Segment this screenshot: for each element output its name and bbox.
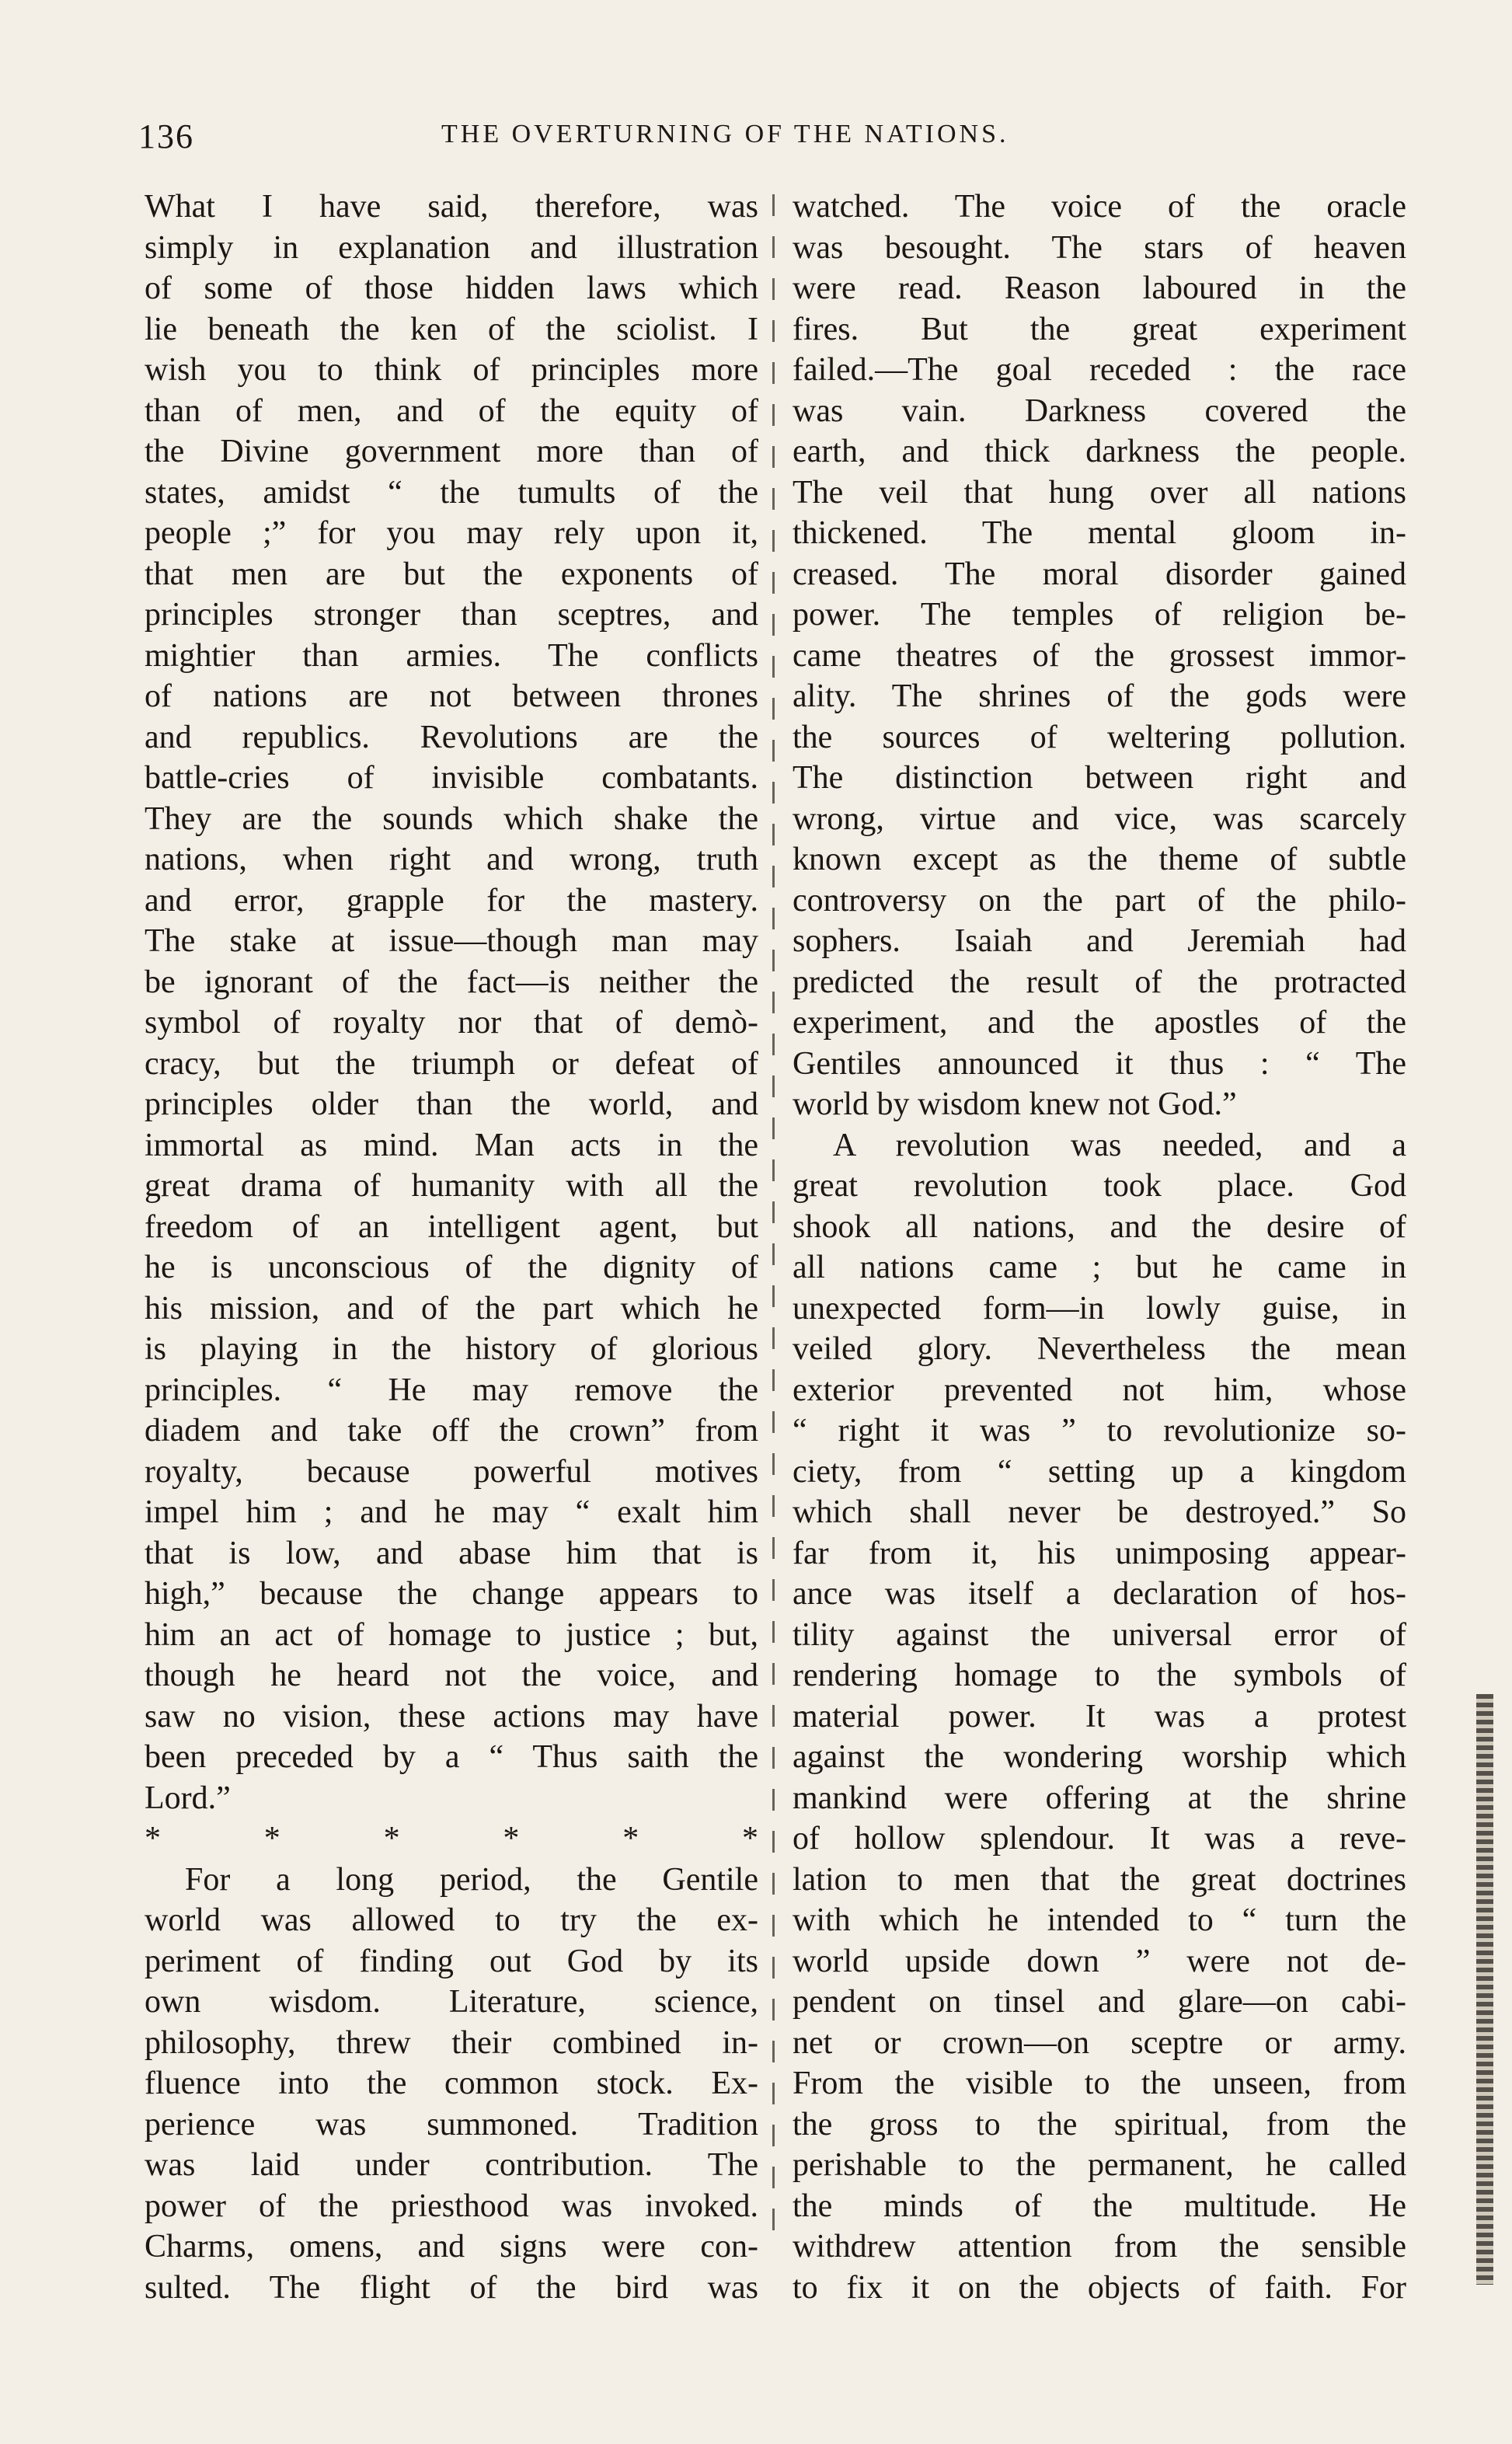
text-line: his mission, and of the part which he: [145, 1290, 758, 1327]
text-line: was besought. The stars of heaven: [793, 229, 1406, 266]
asterisk: *: [145, 1821, 161, 1857]
text-line: nations, when right and wrong, truth: [145, 842, 758, 877]
text-line: ance was itself a declaration of hos-: [793, 1576, 1406, 1612]
text-line: experiment, and the apostles of the: [793, 1005, 1406, 1041]
text-line: and error, grapple for the mastery.: [145, 882, 758, 919]
text-line: philosophy, threw their combined in-: [145, 2024, 758, 2061]
running-head: [138, 117, 1413, 163]
text-line: periment of finding out God by its: [145, 1943, 758, 1979]
text-line: to fix it on the objects of faith. For: [793, 2269, 1406, 2306]
text-line: They are the sounds which shake the: [145, 800, 758, 837]
text-line: that men are but the exponents of: [145, 556, 758, 592]
text-line: been preceded by a “ Thus saith the: [145, 1739, 758, 1775]
text-line: tility against the universal error of: [793, 1616, 1406, 1653]
left-paragraph-2: [145, 1860, 758, 2309]
text-line: be ignorant of the fact—is neither the: [145, 964, 758, 1000]
text-line: far from it, his unimposing appear-: [793, 1535, 1406, 1571]
text-line: great revolution took place. God: [793, 1168, 1406, 1204]
text-line: For a long period, the Gentile: [185, 1861, 758, 1898]
right-paragraph-2: [793, 1125, 1406, 2309]
text-line: people ;” for you may rely upon it,: [145, 515, 758, 551]
asterisk: *: [263, 1821, 280, 1857]
text-line: than of men, and of the equity of: [145, 392, 758, 429]
text-line: What I have said, therefore, was: [145, 189, 758, 225]
text-line: battle-cries of invisible combatants.: [145, 760, 758, 796]
text-line: watched. The voice of the oracle: [793, 189, 1406, 225]
text-line: perishable to the permanent, he called: [793, 2147, 1406, 2183]
section-break: [145, 1818, 758, 1860]
text-line: The stake at issue—though man may: [145, 923, 758, 959]
text-line: exterior prevented not him, whose: [793, 1372, 1406, 1408]
text-line: net or crown—on sceptre or army.: [793, 2024, 1406, 2061]
text-line: immortal as mind. Man acts in the: [145, 1127, 758, 1163]
text-line: thickened. The mental gloom in-: [793, 515, 1406, 551]
text-line: controversy on the part of the philo-: [793, 882, 1406, 919]
text-line: world was allowed to try the ex-: [145, 1902, 758, 1938]
text-line: ality. The shrines of the gods were: [793, 678, 1406, 714]
text-line: with which he intended to “ turn the: [793, 1902, 1406, 1938]
page-number: 136: [138, 117, 194, 155]
text-line: were read. Reason laboured in the: [793, 270, 1406, 306]
text-line: symbol of royalty nor that of demò-: [145, 1005, 758, 1041]
text-line: of some of those hidden laws which: [145, 270, 758, 306]
text-line: mankind were offering at the shrine: [793, 1780, 1406, 1816]
text-line: known except as the theme of subtle: [793, 842, 1406, 877]
right-column: [793, 187, 1406, 2308]
text-line: simply in explanation and illustration: [145, 229, 758, 266]
text-line: high,” because the change appears to: [145, 1576, 758, 1612]
text-line: perience was summoned. Tradition: [145, 2106, 758, 2142]
text-line: all nations came ; but he came in: [793, 1250, 1406, 1285]
column-divider: [772, 194, 775, 2246]
text-line: sophers. Isaiah and Jeremiah had: [793, 923, 1406, 959]
text-line: predicted the result of the protracted: [793, 964, 1406, 1000]
text-line: diadem and take off the crown” from: [145, 1413, 758, 1449]
text-line: unexpected form—in lowly guise, in: [793, 1290, 1406, 1327]
text-line: failed.—The goal receded : the race: [793, 352, 1406, 388]
text-line: freedom of an intelligent agent, but: [145, 1208, 758, 1245]
text-line: lation to men that the great doctrines: [793, 1861, 1406, 1898]
text-line: Lord.”: [145, 1780, 231, 1816]
text-line: was vain. Darkness covered the: [793, 392, 1406, 429]
text-line: that is low, and abase him that is: [145, 1535, 758, 1571]
text-line: veiled glory. Nevertheless the mean: [793, 1331, 1406, 1367]
text-line: of hollow splendour. It was a reve-: [793, 1821, 1406, 1857]
text-line: was laid under contribution. The: [145, 2147, 758, 2183]
text-line: material power. It was a protest: [793, 1698, 1406, 1735]
text-line: saw no vision, these actions may have: [145, 1698, 758, 1735]
text-line: “ right it was ” to revolutionize so-: [793, 1413, 1406, 1449]
asterisk: *: [622, 1821, 639, 1857]
text-line: withdrew attention from the sensible: [793, 2229, 1406, 2264]
text-line: creased. The moral disorder gained: [793, 556, 1406, 592]
text-line: though he heard not the voice, and: [145, 1658, 758, 1693]
text-line: wrong, virtue and vice, was scarcely: [793, 800, 1406, 837]
text-line: lie beneath the ken of the sciolist. I: [145, 311, 758, 347]
running-title: THE OVERTURNING OF THE NATIONS.: [441, 120, 1009, 148]
text-line: against the wondering worship which: [793, 1739, 1406, 1775]
text-line: principles older than the world, and: [145, 1086, 758, 1122]
text-line: cracy, but the triumph or defeat of: [145, 1045, 758, 1082]
text-line: mightier than armies. The conflicts: [145, 637, 758, 674]
text-line: him an act of homage to justice ; but,: [145, 1616, 758, 1653]
text-line: fluence into the common stock. Ex-: [145, 2066, 758, 2101]
text-line: shook all nations, and the desire of: [793, 1208, 1406, 1245]
text-line: the sources of weltering pollution.: [793, 719, 1406, 755]
text-line: is playing in the history of glorious: [145, 1331, 758, 1367]
asterisk: *: [503, 1821, 520, 1857]
text-line: the minds of the multitude. He: [793, 2188, 1406, 2224]
right-paragraph-1: [793, 187, 1406, 1125]
text-line: The veil that hung over all nations: [793, 474, 1406, 511]
text-line: great drama of humanity with all the: [145, 1168, 758, 1204]
asterisk: *: [383, 1821, 400, 1857]
text-line: world by wisdom knew not God.”: [793, 1086, 1237, 1122]
text-line: pendent on tinsel and glare—on cabi-: [793, 1984, 1406, 2020]
text-line: sulted. The flight of the bird was: [145, 2269, 758, 2306]
text-line: fires. But the great experiment: [793, 311, 1406, 347]
text-line: earth, and thick darkness the people.: [793, 434, 1406, 469]
text-line: The distinction between right and: [793, 760, 1406, 796]
text-line: the gross to the spiritual, from the: [793, 2106, 1406, 2142]
text-line: he is unconscious of the dignity of: [145, 1250, 758, 1285]
text-line: principles stronger than sceptres, and: [145, 597, 758, 633]
text-line: ciety, from “ setting up a kingdom: [793, 1453, 1406, 1490]
text-line: wish you to think of principles more: [145, 352, 758, 388]
text-line: impel him ; and he may “ exalt him: [145, 1494, 758, 1530]
left-column: [145, 187, 758, 2308]
text-line: the Divine government more than of: [145, 434, 758, 469]
text-line: rendering homage to the symbols of: [793, 1658, 1406, 1693]
text-line: world upside down ” were not de-: [793, 1943, 1406, 1979]
text-line: own wisdom. Literature, science,: [145, 1984, 758, 2020]
text-line: From the visible to the unseen, from: [793, 2066, 1406, 2101]
text-line: which shall never be destroyed.” So: [793, 1494, 1406, 1530]
text-line: principles. “ He may remove the: [145, 1372, 758, 1408]
asterisk: *: [741, 1821, 758, 1857]
text-line: came theatres of the grossest immor-: [793, 637, 1406, 674]
text-line: and republics. Revolutions are the: [145, 719, 758, 755]
text-line: Charms, omens, and signs were con-: [145, 2229, 758, 2264]
left-paragraph-1: [145, 187, 758, 1818]
page-edge-mark: [1476, 1694, 1493, 2285]
text-line: of nations are not between thrones: [145, 678, 758, 714]
text-line: A revolution was needed, and a: [833, 1127, 1406, 1163]
text-line: power. The temples of religion be-: [793, 597, 1406, 633]
text-line: royalty, because powerful motives: [145, 1453, 758, 1490]
text-line: Gentiles announced it thus : “ The: [793, 1045, 1406, 1082]
text-line: power of the priesthood was invoked.: [145, 2188, 758, 2224]
text-line: states, amidst “ the tumults of the: [145, 474, 758, 511]
